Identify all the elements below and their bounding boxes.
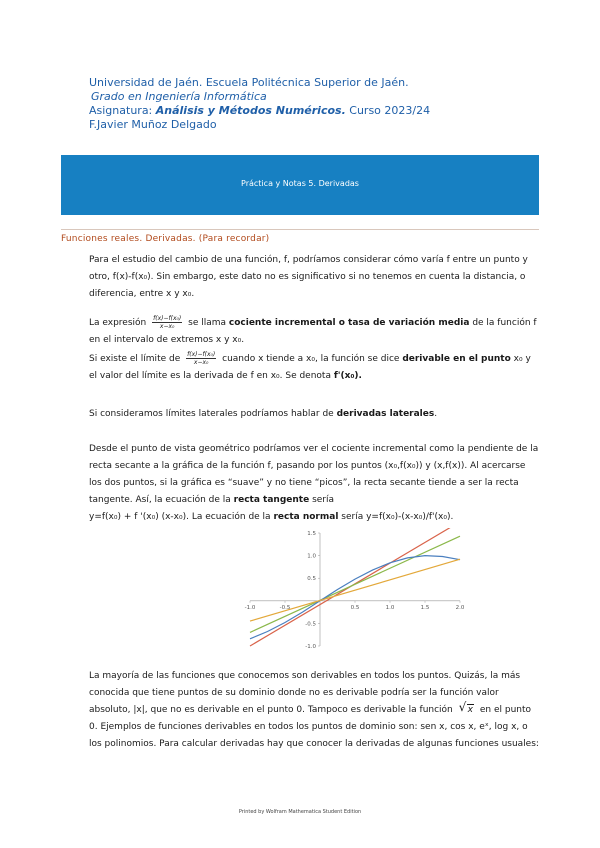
x-tick-label: -1.0 — [244, 604, 256, 611]
course-year: Curso 2023/24 — [349, 104, 431, 117]
subject-name: Análisis y Métodos Numéricos. — [155, 104, 346, 117]
degree-line: Grado en Ingeniería Informática — [91, 90, 267, 103]
paragraph-functions — [89, 668, 541, 753]
geometric-end: sería — [312, 495, 335, 505]
lateral-intro: Si consideramos límites laterales podríamos hablar de — [89, 409, 334, 419]
normal-equation: sería y=f(x₀)-(x-x₀)/f'(x₀). — [341, 512, 454, 522]
x-tick-label: 1.5 — [420, 604, 430, 611]
fraction-denominator: x−x₀ — [159, 323, 175, 330]
y-tick-label: 1.5 — [307, 531, 316, 537]
document-header — [89, 76, 430, 132]
x-tick-label: 1.0 — [385, 604, 395, 611]
limit-fraction-denominator: x−x₀ — [193, 359, 209, 366]
university-line: Universidad de Jaén. Escuela Politécnica Superior de Jaén. — [89, 76, 409, 89]
section-divider — [61, 229, 539, 230]
y-tick-label: -1.0 — [305, 644, 316, 650]
limit-fraction-numerator: f(x)−f(x₀) — [187, 351, 216, 358]
fraction-numerator: f(x)−f(x₀) — [153, 315, 182, 322]
y-tick-label: -0.5 — [305, 621, 316, 628]
paragraph-limit — [89, 351, 541, 385]
paragraph-lateral — [89, 406, 541, 423]
quotient-rest: de la función f en el intervalo de extremos x y x₀. — [89, 318, 537, 345]
quotient-intro: La expresión — [89, 318, 147, 328]
paragraph-geometric — [89, 441, 541, 509]
limit-mid: cuando x tiende a x₀, la función se dice — [222, 354, 400, 364]
x-tick-label: 2.0 — [455, 604, 465, 611]
subject-label: Asignatura: — [89, 104, 153, 117]
series-secant-line-2 — [250, 559, 460, 621]
tangent-term: recta tangente — [233, 495, 310, 505]
limit-fraction — [186, 351, 216, 366]
footer-note: Printed by Wolfram Mathematica Student Edition — [238, 809, 362, 815]
series-tangent-line — [250, 528, 460, 646]
derivable-term: derivable en el punto — [402, 354, 511, 364]
normal-term: recta normal — [273, 512, 339, 522]
lateral-term: derivadas laterales — [336, 409, 435, 419]
paragraph-equations — [89, 509, 541, 526]
quotient-fraction — [152, 315, 182, 330]
derivative-notation: f'(x₀). — [333, 371, 362, 381]
quotient-term: cociente incremental o tasa de variación media — [228, 318, 470, 328]
x-tick-label: -0.5 — [279, 604, 291, 611]
lateral-end: . — [434, 409, 438, 419]
quotient-called: se llama — [188, 318, 227, 328]
x-tick-label: 0.5 — [350, 604, 360, 611]
section-title: Funciones reales. Derivadas. (Para recordar) — [61, 234, 270, 244]
subject-line — [89, 104, 430, 118]
geometric-text: Desde el punto de vista geométrico podríamos ver el cociente incremental como la pendiente de la recta secante a la gráfica de la función f, pasando por los puntos (x₀,f(x₀)) y (x,f(x)). Al acercarse los dos puntos, si la gráfica es “suave” y no tiene “picos”, la recta secante tiende a ser la recta tangente. Así, la ecuación de la — [89, 444, 539, 505]
paragraph-intro: Para el estudio del cambio de una función, f, podríamos considerar cómo varía f entre un punto y otro, f(x)-f(x₀). Sin embargo, este dato no es significativo si no tenemos en cuenta la distancia, o diferencia, entre x y x₀. — [89, 255, 528, 299]
author-line: F.Javier Muñoz Delgado — [89, 118, 217, 131]
sqrt-symbol — [459, 702, 474, 719]
limit-intro: Si existe el límite de — [89, 354, 181, 364]
title-banner — [61, 155, 539, 215]
series-secant-line — [250, 536, 460, 632]
functions-rest: en el punto 0. Ejemplos de funciones derivables en todos los puntos de dominio son: sen x, cos x, eˣ, log x, o los polinomios. Para calcular derivadas hay que conocer la derivadas de algunas funciones usuales: — [89, 705, 539, 749]
banner-title: Práctica y Notas 5. Derivadas — [241, 179, 359, 188]
paragraph-quotient — [89, 315, 541, 349]
limit-rest: x₀ y el valor del límite es la derivada de f en x₀. Se denota — [89, 354, 531, 381]
y-tick-label: 1.0 — [307, 553, 316, 560]
y-tick-label: 0.5 — [307, 576, 316, 583]
tangent-secant-chart — [240, 528, 470, 653]
functions-text: La mayoría de las funciones que conocemos son derivables en todos los puntos. Quizás, la más conocida que tiene puntos de su dominio donde no es derivable podría ser la función valor absoluto, |x|, que no es derivable en el punto 0. Tampoco es derivable la función — [89, 671, 521, 715]
sqrt-argument: x — [467, 705, 473, 715]
tangent-equation: y=f(x₀) + f '(x₀) (x-x₀). La ecuación de la — [89, 512, 271, 522]
